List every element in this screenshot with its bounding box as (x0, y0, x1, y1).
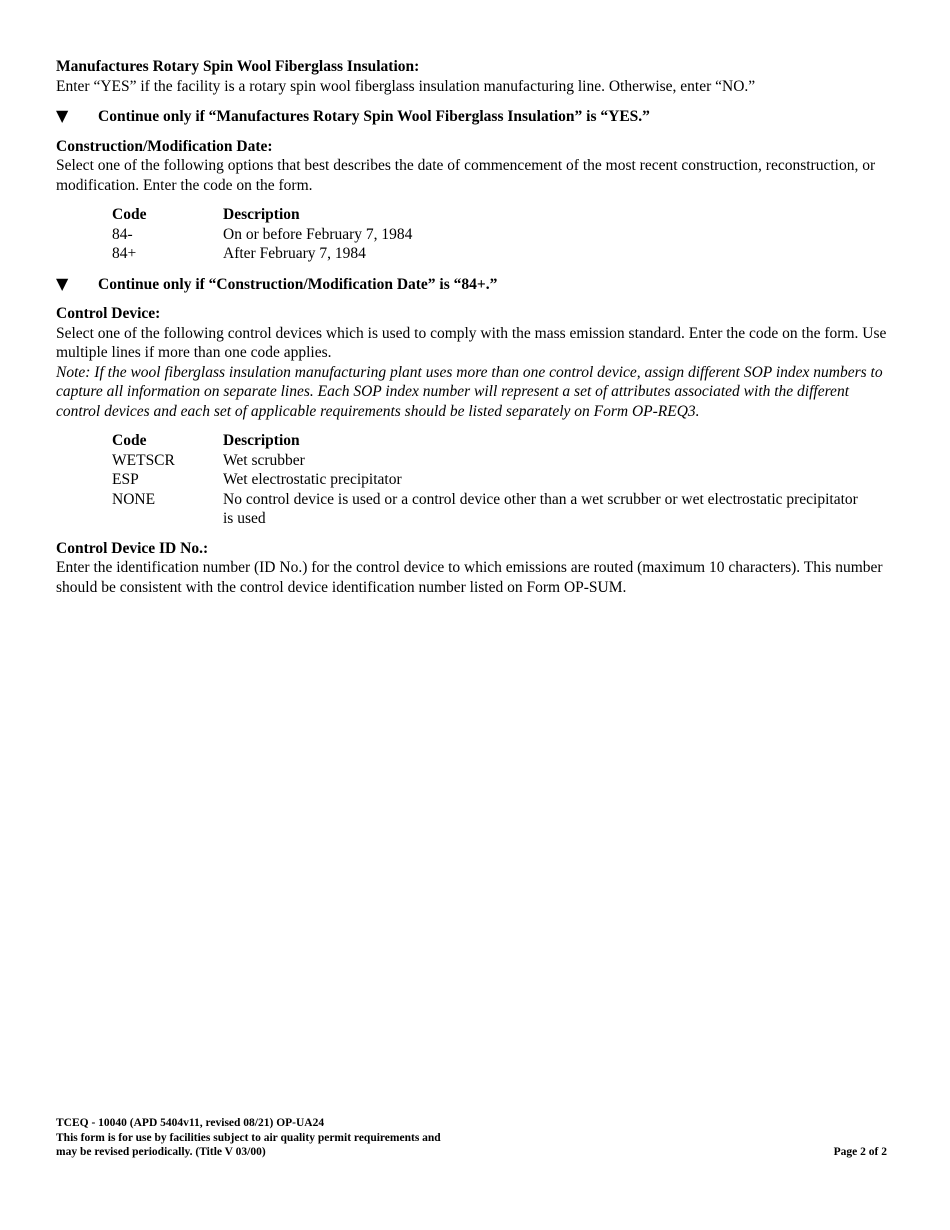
continue-1-text: Continue only if “Manufactures Rotary Spin Wool Fiberglass Insulation” is “YES.” (98, 108, 650, 125)
table-row (112, 470, 863, 490)
section-construction (56, 137, 892, 264)
table-header-row (112, 205, 863, 225)
col-header-code: Code (112, 432, 147, 449)
code-cell: 84- (112, 225, 133, 243)
continue-instruction-1 (56, 106, 892, 127)
table-row (112, 451, 863, 471)
rotary-heading: Manufactures Rotary Spin Wool Fiberglass Insulation: (56, 58, 420, 75)
construction-heading: Construction/Modification Date: (56, 137, 273, 155)
spacer (56, 529, 892, 539)
col-header-description: Description (223, 432, 300, 449)
section-rotary (56, 57, 892, 96)
table-row (112, 225, 863, 245)
code-cell: NONE (112, 490, 156, 508)
section-control-device (56, 304, 892, 529)
continue-2-text: Continue only if “Construction/Modification Date” is “84+.” (98, 275, 498, 293)
col-header-description: Description (223, 206, 300, 223)
section-control-device-id (56, 539, 892, 598)
rotary-body: Enter “YES” if the facility is a rotary spin wool fiberglass insulation manufacturing line. Otherwise, enter “NO.” (56, 77, 756, 95)
page-number: Page 2 of 2 (833, 1146, 887, 1158)
table-row (112, 490, 863, 529)
footer-notice-line-2: may be revised periodically. (Title V 03/00) (56, 1146, 266, 1158)
continue-instruction-2 (56, 274, 892, 295)
description-cell: Wet electrostatic precipitator (223, 471, 402, 488)
construction-code-table (112, 205, 863, 264)
control-device-id-heading: Control Device ID No.: (56, 539, 209, 557)
col-header-code: Code (112, 206, 147, 223)
down-triangle-icon: ▼ (56, 273, 69, 293)
control-device-body: Select one of the following control devices which is used to comply with the mass emission standard. Enter the code on the form. Use multiple lines if more than one code applies. (56, 324, 887, 361)
description-cell: Wet scrubber (223, 451, 305, 469)
description-cell: No control device is used or a control device other than a wet scrubber or wet electrostatic precipitator is used (223, 490, 858, 527)
table-row (112, 244, 863, 264)
control-device-heading: Control Device: (56, 305, 161, 322)
description-cell: On or before February 7, 1984 (223, 225, 413, 243)
code-cell: 84+ (112, 245, 137, 262)
code-cell: ESP (112, 471, 139, 488)
down-triangle-icon: ▼ (56, 106, 69, 125)
description-cell: After February 7, 1984 (223, 245, 366, 262)
page-footer (56, 1116, 892, 1160)
footer-notice-line-1: This form is for use by facilities subject to air quality permit requirements and (56, 1131, 441, 1144)
footer-form-id: TCEQ - 10040 (APD 5404v11, revised 08/21) OP-UA24 (56, 1117, 325, 1129)
table-header-row (112, 431, 863, 451)
control-device-note: Note: If the wool fiberglass insulation manufacturing plant uses more than one control device, assign different SOP index numbers to capture all information on separate lines. Each SOP index number will represent a set of attributes associated with the different control devices and each set of applicable requirements should be listed separately on Form OP-REQ3. (56, 363, 883, 420)
control-device-id-body: Enter the identification number (ID No.) for the control device to which emissions are routed (maximum 10 characters). This number should be consistent with the control device identification number listed on Form OP-SUM. (56, 559, 883, 596)
control-device-code-table (112, 431, 863, 529)
construction-body: Select one of the following options that best describes the date of commencement of the most recent construction, reconstruction, or modification. Enter the code on the form. (56, 157, 876, 194)
document-page (56, 57, 892, 597)
code-cell: WETSCR (112, 451, 175, 469)
